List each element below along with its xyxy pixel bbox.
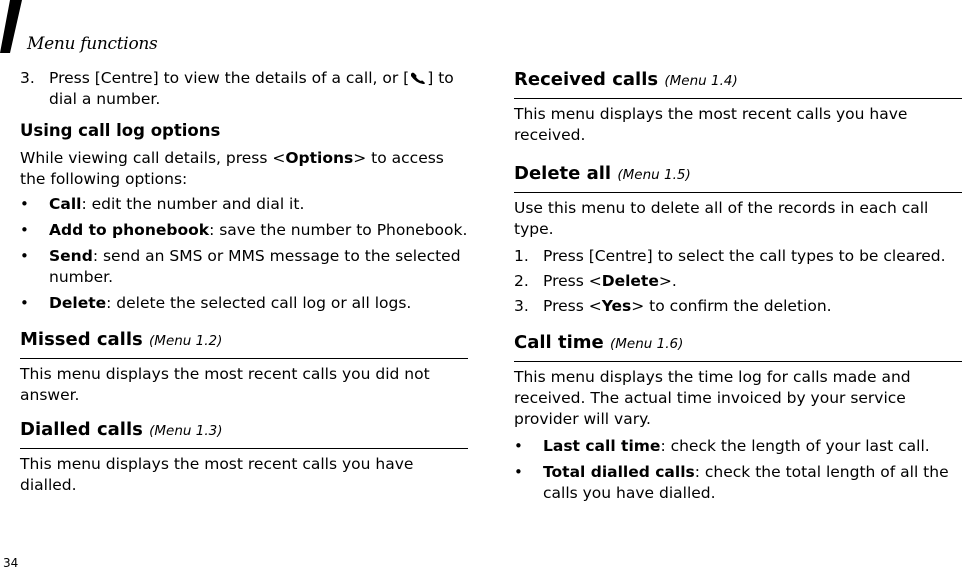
section-title-call-time: Call time (Menu 1.6) [514, 331, 962, 362]
step-3-view-details: 3. Press [Centre] to view the details of a call, or [ ] to dial a number. [20, 69, 454, 108]
options-heading: Using call log options [20, 121, 221, 140]
bullet: • [20, 221, 29, 239]
option-call: • Call: edit the number and dial it. [20, 195, 305, 213]
dialled-calls-description: This menu displays the most recent calls you have dialled. [20, 455, 414, 494]
bullet: • [514, 437, 523, 455]
delete-step-2: 2. Press <Delete>. [514, 272, 677, 290]
header-bar-decoration [0, 0, 22, 53]
step-number: 2. [514, 272, 529, 290]
bullet: • [20, 195, 29, 213]
missed-calls-description: This menu displays the most recent calls you did not answer. [20, 365, 430, 404]
page-number: 34 [3, 556, 19, 570]
phone-send-icon [409, 71, 427, 85]
delete-step-3: 3. Press <Yes> to confirm the deletion. [514, 297, 832, 315]
delete-all-description: Use this menu to delete all of the records in each call type. [514, 199, 929, 238]
page-header-title: Menu functions [27, 34, 158, 54]
step-number: 1. [514, 247, 529, 265]
options-intro: While viewing call details, press <Options> to access the following options: [20, 149, 444, 188]
delete-step-1: 1. Press [Centre] to select the call types to be cleared. [514, 247, 946, 265]
bullet: • [514, 463, 523, 481]
left-column [20, 68, 468, 496]
section-title-missed-calls: Missed calls (Menu 1.2) [20, 328, 468, 359]
step-number: 3. [20, 69, 35, 87]
option-send: • Send: send an SMS or MMS message to the selected number. [20, 247, 461, 286]
section-title-dialled-calls: Dialled calls (Menu 1.3) [20, 418, 468, 449]
option-add-to-phonebook: • Add to phonebook: save the number to Phonebook. [20, 221, 468, 239]
step-number: 3. [514, 297, 529, 315]
bullet: • [20, 247, 29, 265]
received-calls-description: This menu displays the most recent calls you have received. [514, 105, 908, 144]
call-time-last-call: • Last call time: check the length of your last call. [514, 437, 930, 455]
call-time-total-dialled: • Total dialled calls: check the total length of all the calls you have dialled. [514, 463, 949, 502]
call-time-description: This menu displays the time log for calls made and received. The actual time invoiced by your service provider will vary. [514, 368, 911, 428]
section-title-delete-all: Delete all (Menu 1.5) [514, 162, 962, 193]
right-column [514, 68, 962, 504]
bullet: • [20, 294, 29, 312]
option-delete: • Delete: delete the selected call log or all logs. [20, 294, 412, 312]
section-title-received-calls: Received calls (Menu 1.4) [514, 68, 962, 99]
